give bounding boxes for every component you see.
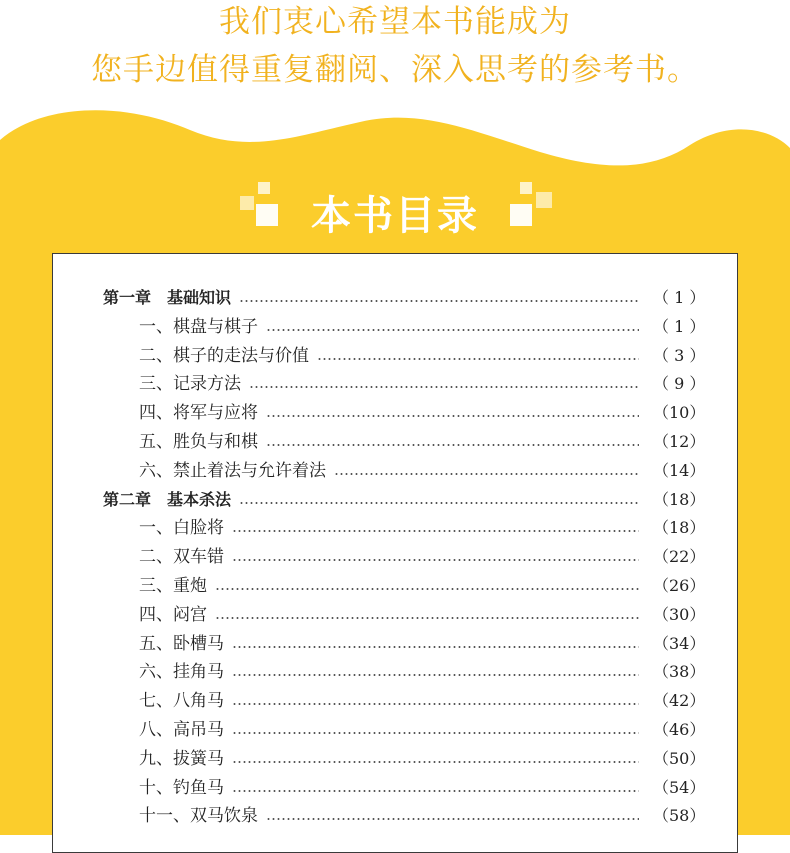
toc-entry-label: 三、重炮 <box>139 574 211 598</box>
toc-entry-label: 六、挂角马 <box>139 660 228 684</box>
right-squares-decoration <box>508 182 558 232</box>
toc-page-number: （46） <box>653 720 706 739</box>
toc-section-entry <box>53 401 739 430</box>
toc-page-number: （ 1 ） <box>653 316 706 336</box>
toc-section-entry <box>53 660 739 689</box>
toc-entry-label: 八、高吊马 <box>139 718 228 742</box>
toc-leader-dots <box>232 790 639 792</box>
toc-leader-dots <box>239 502 639 504</box>
toc-entry-label: 二、双车错 <box>139 545 228 569</box>
toc-section-entry <box>53 545 739 574</box>
toc-entry-label: 六、禁止着法与允许着法 <box>139 459 330 483</box>
toc-leader-dots <box>232 761 639 763</box>
toc-entry-label: 七、八角马 <box>139 689 228 713</box>
toc-chapter-entry <box>53 286 739 315</box>
toc-section-entry <box>53 603 739 632</box>
toc-leader-dots <box>232 646 639 648</box>
toc-page-number: （38） <box>653 662 706 682</box>
toc-leader-dots <box>266 818 639 820</box>
toc-page-number: （10） <box>653 403 706 423</box>
toc-leader-dots <box>239 300 639 302</box>
toc-page-number: （34） <box>653 633 706 653</box>
toc-page-number: （22） <box>653 547 706 567</box>
toc-leader-dots <box>266 444 639 446</box>
toc-section-entry <box>53 516 739 545</box>
intro-line-2: 您手边值得重复翻阅、深入思考的参考书。 <box>91 52 699 88</box>
toc-leader-dots <box>317 358 639 360</box>
toc-page-number: （14） <box>653 460 706 480</box>
toc-section-entry <box>53 718 739 747</box>
toc-chapter-entry <box>53 488 739 517</box>
toc-entry-label: 第一章 基础知识 <box>103 286 235 310</box>
toc-section-entry <box>53 776 739 805</box>
toc-leader-dots <box>249 386 639 388</box>
toc-title: 本书目录 <box>311 193 479 239</box>
toc-leader-dots <box>215 588 639 590</box>
toc-page-number: （26） <box>653 576 706 595</box>
toc-section-entry <box>53 632 739 661</box>
toc-entry-label: 一、白脸将 <box>139 516 228 540</box>
toc-entry-label: 第二章 基本杀法 <box>103 488 235 512</box>
toc-entry-label: 五、卧槽马 <box>139 632 228 656</box>
toc-panel <box>52 253 738 853</box>
toc-page-number: （18） <box>653 489 706 509</box>
toc-page-number: （54） <box>653 777 706 797</box>
toc-entry-label: 一、棋盘与棋子 <box>139 315 262 339</box>
toc-leader-dots <box>232 732 639 734</box>
toc-section-entry <box>53 459 739 488</box>
toc-entry-label: 三、记录方法 <box>139 372 245 396</box>
toc-leader-dots <box>334 473 639 475</box>
toc-leader-dots <box>266 329 639 331</box>
toc-page-number: （ 1 ） <box>653 288 706 307</box>
toc-page-number: （ 3 ） <box>653 345 706 365</box>
toc-leader-dots <box>232 703 639 705</box>
toc-leader-dots <box>232 530 639 532</box>
toc-page-number: （30） <box>653 604 706 624</box>
intro-line-1: 我们衷心希望本书能成为 <box>219 4 571 40</box>
toc-page-number: （42） <box>653 691 706 711</box>
toc-section-entry <box>53 372 739 401</box>
toc-entry-label: 十、钓鱼马 <box>139 776 228 800</box>
toc-section-entry <box>53 315 739 344</box>
toc-entry-label: 十一、双马饮泉 <box>139 804 262 828</box>
toc-header <box>0 182 790 242</box>
toc-page-number: （18） <box>653 518 706 538</box>
toc-section-entry <box>53 804 739 833</box>
toc-section-entry <box>53 747 739 776</box>
toc-entry-label: 四、将军与应将 <box>139 401 262 425</box>
toc-leader-dots <box>232 559 639 561</box>
toc-leader-dots <box>232 674 639 676</box>
toc-page-number: （12） <box>653 432 706 451</box>
toc-entry-label: 九、拔簧马 <box>139 747 228 771</box>
toc-entry-label: 二、棋子的走法与价值 <box>139 344 313 368</box>
toc-section-entry <box>53 430 739 459</box>
toc-page-number: （58） <box>653 806 706 826</box>
toc-section-entry <box>53 574 739 603</box>
toc-section-entry <box>53 344 739 373</box>
toc-page-number: （50） <box>653 748 706 768</box>
toc-leader-dots <box>215 617 639 619</box>
toc-section-entry <box>53 689 739 718</box>
toc-entry-label: 五、胜负与和棋 <box>139 430 262 454</box>
toc-leader-dots <box>266 415 639 417</box>
toc-entry-label: 四、闷宫 <box>139 603 211 627</box>
toc-page-number: （ 9 ） <box>653 374 706 394</box>
